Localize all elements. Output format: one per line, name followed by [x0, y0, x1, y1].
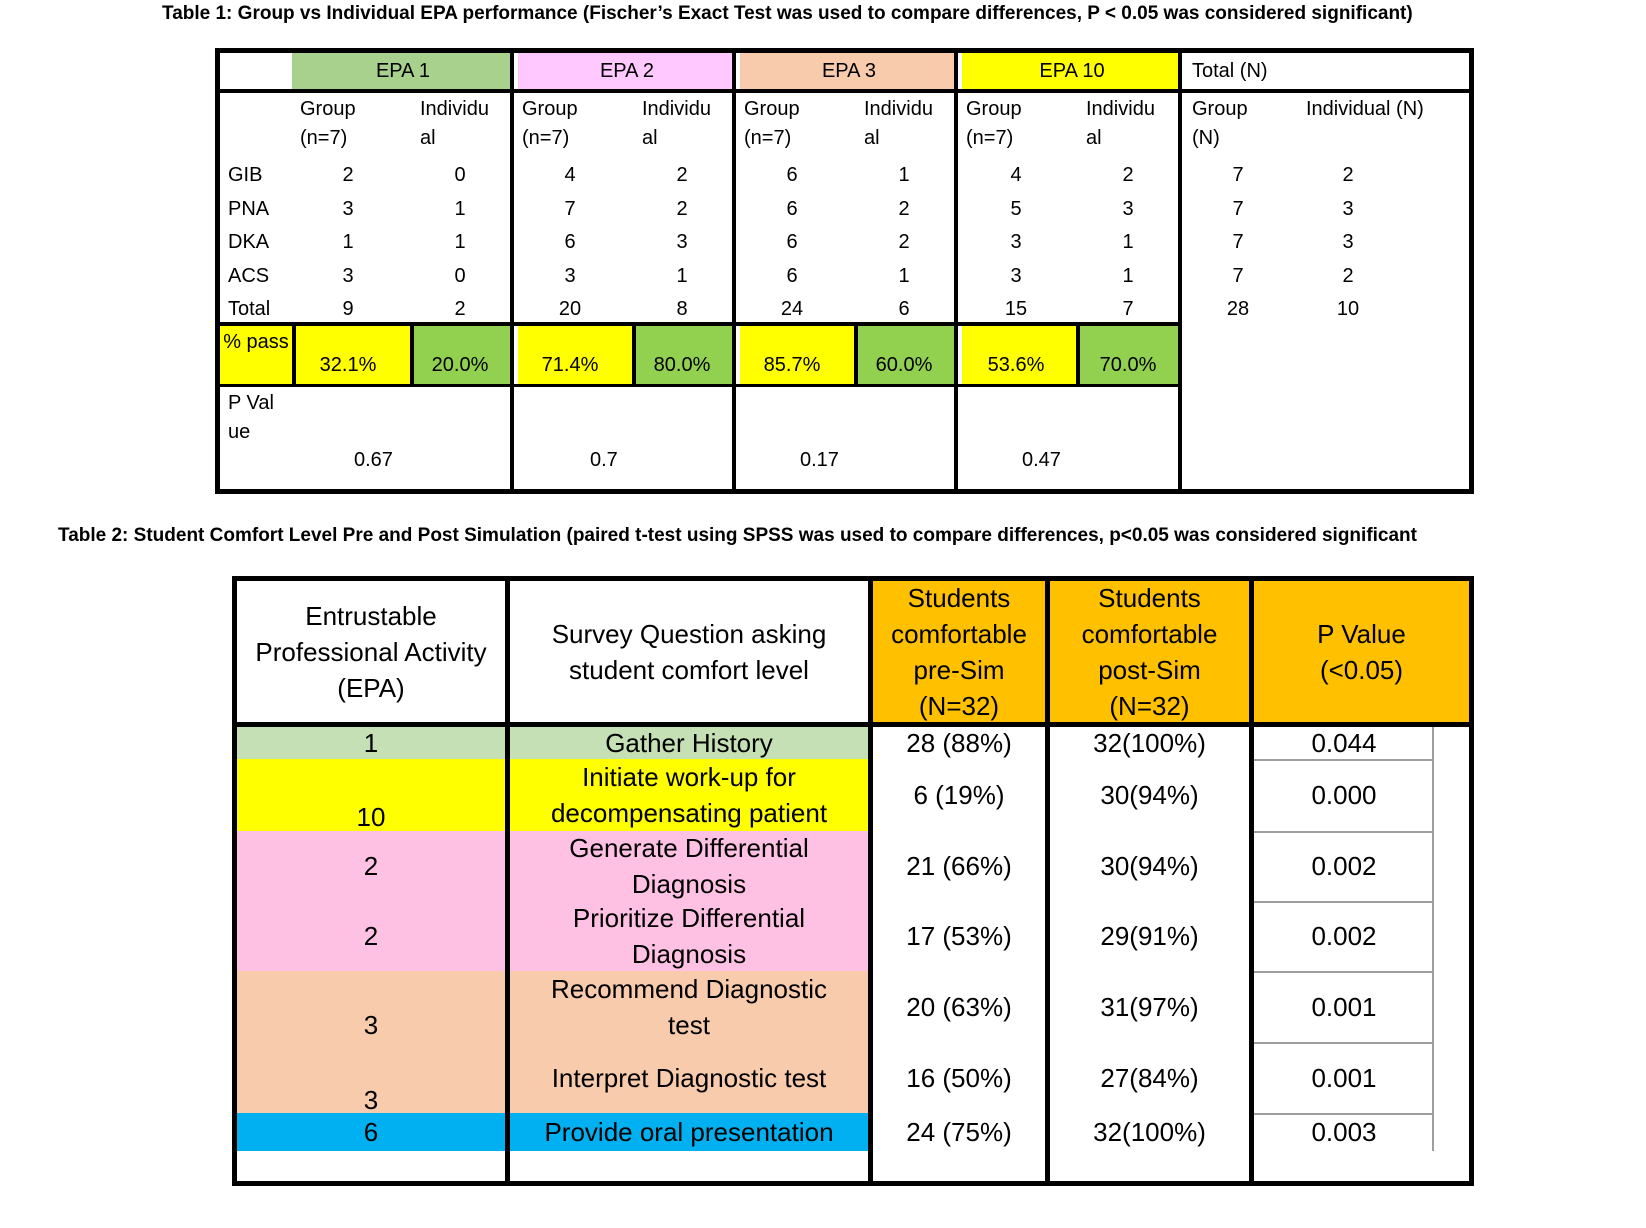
pass-label: % pass: [223, 331, 289, 353]
pvalue-epa3: 0.17: [800, 449, 839, 471]
table-cell: 1: [454, 197, 466, 220]
table-cell: 6: [786, 164, 798, 186]
pass-value: 32.1%: [319, 354, 377, 376]
table2: [232, 576, 1474, 1186]
table-cell: 2: [1342, 264, 1354, 287]
t1-divider: [510, 53, 514, 489]
t1-divider: [292, 322, 296, 386]
table-cell: 6: [898, 298, 910, 320]
pre-sim-value: 20 (63%): [906, 991, 1012, 1022]
pass-value: 85.7%: [763, 354, 821, 376]
header-pvalue: P Value (<0.05): [1317, 618, 1406, 685]
table-cell: 6: [564, 231, 576, 253]
sub-header: Group (n=7): [522, 98, 578, 149]
table-cell: 6: [786, 231, 798, 253]
post-sim-value: 30(94%): [1100, 780, 1199, 810]
table-cell: 8: [676, 298, 688, 320]
t1-divider: [732, 53, 736, 489]
table-cell: 0: [454, 264, 466, 287]
survey-question: Recommend Diagnostic test: [550, 973, 827, 1040]
table-cell: 3: [342, 197, 354, 220]
pre-sim-value: 16 (50%): [906, 1062, 1012, 1093]
table-cell: 24: [780, 298, 804, 320]
sub-header: Individual (N): [1306, 98, 1424, 120]
survey-question: Generate Differential Diagnosis: [569, 833, 809, 899]
p-value: 0.001: [1311, 1062, 1377, 1093]
p-value: 0.002: [1311, 921, 1377, 951]
table-cell: 1: [898, 164, 910, 186]
row-label: PNA: [228, 197, 270, 220]
epa-number: 10: [356, 802, 386, 832]
p-value: 0.000: [1311, 780, 1377, 810]
pre-sim-value: 6 (19%): [913, 780, 1005, 810]
sub-header: Individu al: [864, 98, 933, 149]
post-sim-value: 27(84%): [1100, 1062, 1199, 1093]
table-cell: 2: [898, 197, 910, 220]
p-value: 0.044: [1311, 728, 1377, 758]
post-sim-value: 31(97%): [1100, 991, 1199, 1022]
table-cell: 20: [558, 298, 582, 320]
epa-number: 3: [363, 1084, 379, 1115]
pass-value: 60.0%: [875, 354, 933, 376]
epa-number: 2: [363, 921, 379, 951]
table-cell: 7: [1232, 264, 1244, 287]
table-cell: 2: [676, 164, 688, 186]
survey-question: Prioritize Differential Diagnosis: [572, 903, 806, 969]
epa3-header: EPA 3: [821, 60, 877, 82]
table-cell: 1: [1122, 231, 1134, 253]
table-cell: 9: [342, 298, 354, 320]
p-value: 0.001: [1311, 991, 1377, 1022]
pre-sim-value: 17 (53%): [906, 921, 1012, 951]
table-cell: 2: [342, 164, 354, 186]
header-epa: Entrustable Professional Activity (EPA): [255, 600, 487, 703]
table-cell: 6: [786, 197, 798, 220]
sub-header: Individu al: [420, 98, 489, 149]
pvalue-label: P Value: [228, 392, 274, 443]
table-cell: 1: [676, 264, 688, 287]
epa10-header: EPA 10: [1039, 60, 1105, 82]
survey-question: Interpret Diagnostic test: [551, 1062, 827, 1093]
table-cell: 3: [1122, 197, 1134, 220]
table-cell: 3: [1342, 197, 1354, 220]
post-sim-value: 29(91%): [1100, 921, 1199, 951]
row-label: DKA: [228, 231, 270, 253]
sub-header: Individu al: [1086, 98, 1155, 149]
t1-divider: [1178, 53, 1182, 489]
row-label: ACS: [228, 264, 270, 287]
header-question: Survey Question asking student comfort level: [551, 618, 827, 685]
p-value: 0.003: [1311, 1117, 1377, 1147]
sub-header: Individu al: [642, 98, 711, 149]
table-cell: 1: [454, 231, 466, 253]
pass-value: 20.0%: [431, 354, 489, 376]
table-cell: 2: [1342, 164, 1354, 186]
pvalue-epa2: 0.7: [590, 449, 618, 471]
post-sim-value: 32(100%): [1093, 1117, 1206, 1147]
post-sim-value: 30(94%): [1100, 851, 1199, 881]
table-cell: 0: [454, 164, 466, 186]
pre-sim-value: 28 (88%): [906, 728, 1012, 758]
table-cell: 3: [1342, 231, 1354, 253]
table-cell: 7: [1122, 298, 1134, 320]
table-cell: 7: [564, 197, 576, 220]
table-cell: 3: [564, 264, 576, 287]
table-cell: 7: [1232, 231, 1244, 253]
table-cell: 1: [898, 264, 910, 287]
p-value: 0.002: [1311, 851, 1377, 881]
header-pre: Students comfortable pre-Sim (N=32): [891, 582, 1027, 721]
table-cell: 2: [676, 197, 688, 220]
pass-value: 70.0%: [1099, 354, 1157, 376]
table2-caption: Table 2: Student Comfort Level Pre and Post Simulation (paired t-test using SPSS was used to compare differences, p<0.05 was considered significant: [58, 525, 1417, 546]
t1-divider: [954, 53, 958, 489]
epa2-header: EPA 2: [599, 60, 655, 82]
sub-header: Group (n=7): [744, 98, 800, 149]
table-cell: 2: [898, 231, 910, 253]
pvalue-epa1: 0.67: [354, 449, 393, 471]
table-cell: 3: [342, 264, 354, 287]
table-cell: 1: [1122, 264, 1134, 287]
survey-question: Provide oral presentation: [544, 1117, 834, 1147]
pass-value: 71.4%: [541, 354, 599, 376]
table-cell: 2: [454, 298, 466, 320]
table-cell: 7: [1232, 164, 1244, 186]
table-cell: 3: [1010, 264, 1022, 287]
row-label: Total: [228, 298, 271, 320]
table-cell: 7: [1232, 197, 1244, 220]
post-sim-value: 32(100%): [1093, 728, 1206, 758]
pass-value: 80.0%: [653, 354, 711, 376]
table1-caption: Table 1: Group vs Individual EPA performance (Fischer’s Exact Test was used to compare differences, P < 0.05 was considered significant): [162, 3, 1413, 24]
row-label: GIB: [228, 164, 263, 186]
table-cell: 4: [564, 164, 576, 186]
t1-divider: [220, 384, 1182, 387]
epa-number: 1: [363, 728, 379, 758]
table-cell: 3: [1010, 231, 1022, 253]
table-cell: 10: [1336, 298, 1360, 320]
survey-question: Initiate work-up for decompensating patient: [550, 762, 828, 828]
epa-number: 6: [363, 1117, 379, 1147]
total-header: Total (N): [1192, 60, 1268, 82]
pre-sim-value: 24 (75%): [906, 1117, 1012, 1147]
sub-header: Group (N): [1192, 98, 1248, 149]
t1-divider: [220, 89, 1469, 93]
pvalue-epa10: 0.47: [1022, 449, 1061, 471]
table-cell: 2: [1122, 164, 1134, 186]
sub-header: Group (n=7): [966, 98, 1022, 149]
pre-sim-value: 21 (66%): [906, 851, 1012, 881]
table-cell: 6: [786, 264, 798, 287]
pass-value: 53.6%: [987, 354, 1045, 376]
epa-number: 2: [363, 851, 379, 881]
table1: [215, 48, 1474, 494]
epa-number: 3: [363, 1009, 379, 1040]
epa1-header: EPA 1: [375, 60, 431, 82]
table-cell: 5: [1010, 197, 1022, 220]
table-cell: 28: [1226, 298, 1250, 320]
table-cell: 4: [1010, 164, 1022, 186]
survey-question: Gather History: [605, 728, 773, 758]
sub-header: Group (n=7): [300, 98, 356, 149]
header-post: Students comfortable post-Sim (N=32): [1081, 582, 1218, 721]
table-cell: 3: [676, 231, 688, 253]
table-cell: 1: [342, 231, 354, 253]
table-cell: 15: [1004, 298, 1028, 320]
